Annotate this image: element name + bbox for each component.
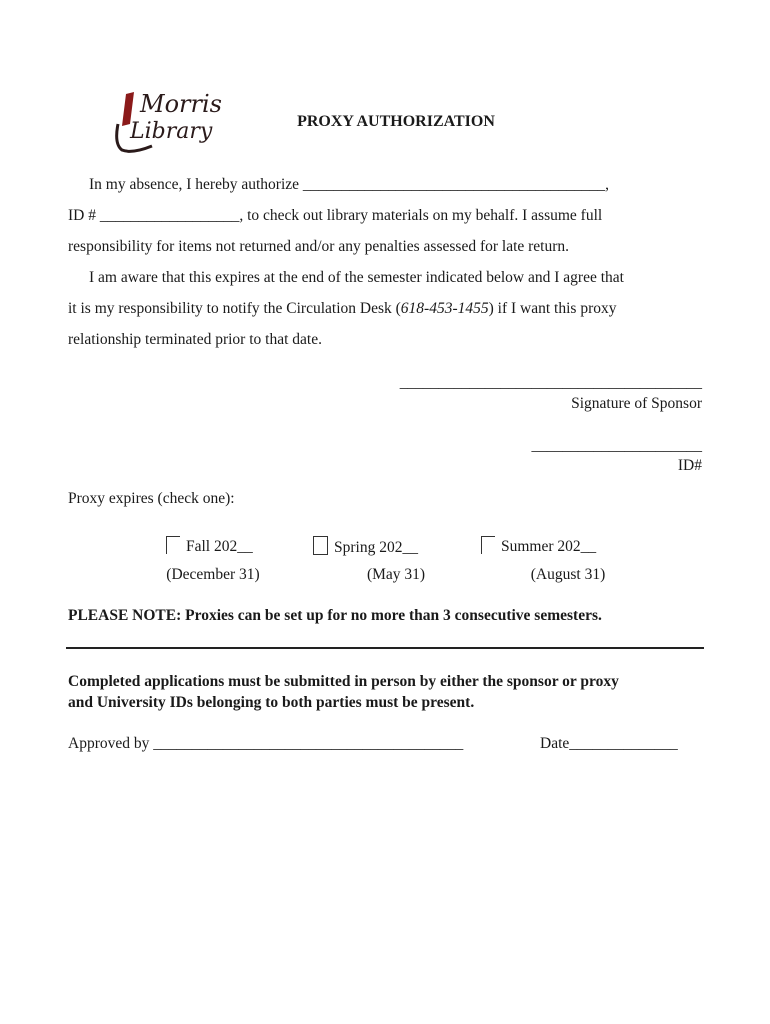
- logo-text-morris: Morris: [140, 90, 222, 118]
- para1-line3: responsibility for items not returned and/or any penalties assessed for late return.: [68, 238, 570, 255]
- please-note: PLEASE NOTE: Proxies can be set up for no more than 3 consecutive semesters.: [68, 607, 602, 624]
- sponsor-id-label: ID#: [677, 457, 702, 474]
- para2-line2-start: it is my responsibility to notify the Circulation Desk (: [68, 300, 401, 317]
- sponsor-id-line[interactable]: ______________________: [531, 437, 702, 454]
- option-spring-label: Spring 202__: [334, 539, 418, 556]
- approved-by-field[interactable]: Approved by ________________________________________: [68, 735, 464, 752]
- option-summer-sub: (August 31): [530, 566, 606, 583]
- para2-line2-end: ) if I want this proxy: [488, 300, 617, 317]
- option-spring[interactable]: [313, 536, 418, 557]
- circulation-phone: 618-453-1455: [400, 300, 489, 317]
- checkbox-spring[interactable]: [313, 536, 328, 555]
- checkbox-fall[interactable]: [166, 536, 180, 554]
- option-spring-sub: (May 31): [366, 566, 426, 583]
- para1-line1: In my absence, I hereby authorize _______________________________________,: [89, 176, 610, 193]
- para1-line2: ID # __________________, to check out library materials on my behalf. I assume full: [68, 207, 603, 224]
- date-field[interactable]: Date______________: [540, 735, 678, 752]
- option-fall-label: Fall 202__: [186, 538, 253, 555]
- sponsor-signature-label: Signature of Sponsor: [571, 395, 702, 412]
- logo-text-library: Library: [130, 119, 213, 144]
- option-summer-label: Summer 202__: [501, 538, 597, 555]
- page-title: PROXY AUTHORIZATION: [297, 113, 495, 130]
- divider: [66, 647, 704, 649]
- para2-line1: I am aware that this expires at the end of the semester indicated below and I agree that: [89, 269, 624, 286]
- completed-line1: Completed applications must be submitted in person by either the sponsor or proxy: [68, 673, 619, 690]
- para2-line3: relationship terminated prior to that date.: [68, 331, 322, 348]
- para2-line2: [68, 300, 616, 318]
- checkbox-summer[interactable]: [481, 536, 495, 554]
- completed-line2: and University IDs belonging to both parties must be present.: [68, 694, 475, 711]
- sponsor-signature-line[interactable]: _______________________________________: [399, 374, 702, 391]
- expires-label: Proxy expires (check one):: [68, 490, 235, 507]
- option-fall-sub: (December 31): [166, 566, 260, 583]
- option-fall[interactable]: [166, 536, 253, 556]
- option-summer[interactable]: [481, 536, 596, 556]
